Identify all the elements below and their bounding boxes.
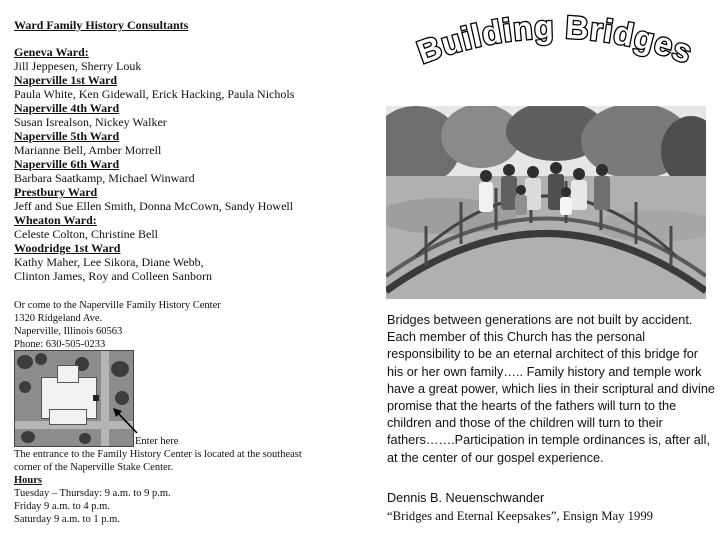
ward-people-naperville-4th: Susan Isrealson, Nickey Walker	[14, 115, 167, 129]
ward-name-wheaton: Wheaton Ward:	[14, 213, 97, 227]
page-title	[380, 0, 728, 100]
arrow-icon	[110, 405, 140, 435]
family-bridge-photo	[386, 106, 706, 299]
title-text: Building Bridges	[412, 8, 698, 71]
map-label: Enter here	[135, 436, 179, 447]
quote-source: “Bridges and Eternal Keepsakes”, Ensign May 1999	[387, 509, 654, 523]
hours-label: Hours	[14, 475, 43, 486]
entrance-and-hours	[14, 448, 344, 526]
fhc-phone: Phone: 630-505-0233	[14, 339, 106, 350]
ward-people-woodridge-1st-line1: Kathy Maher, Lee Sikora, Diane Webb,	[14, 255, 204, 269]
consultants-section	[14, 18, 354, 283]
fhc-intro: Or come to the Naperville Family History Center	[14, 300, 221, 311]
ward-name-geneva: Geneva Ward:	[14, 45, 89, 59]
hours-tue-thu: Tuesday – Thursday: 9 a.m. to 9 p.m.	[14, 488, 171, 499]
ward-name-naperville-4th: Naperville 4th Ward	[14, 101, 120, 115]
ward-people-naperville-5th: Marianne Bell, Amber Morrell	[14, 143, 162, 157]
ward-people-wheaton: Celeste Colton, Christine Bell	[14, 227, 158, 241]
ward-people-naperville-6th: Barbara Saatkamp, Michael Winward	[14, 171, 195, 185]
ward-people-woodridge-1st-line2: Clinton James, Roy and Colleen Sanborn	[14, 269, 212, 283]
ward-people-naperville-1st: Paula White, Ken Gidewall, Erick Hacking, Paula Nichols	[14, 87, 295, 101]
ward-name-naperville-1st: Naperville 1st Ward	[14, 73, 118, 87]
ward-name-naperville-5th: Naperville 5th Ward	[14, 129, 120, 143]
entrance-marker	[93, 395, 99, 401]
quote-text: Bridges between generations are not built by accident. Each member of this Church has the personal responsibility to be an eternal architect of this bridge for his or her own family….. Family history and temple work have a great power, which lies in their scriptural and divine promise that the hearts of the fathers will turn to the children and those of the children will turn to their fathers…….Participation in temple ordinances is, after all, at the center of our gospel experience.	[387, 313, 715, 465]
quote-author: Dennis B. Neuenschwander	[387, 491, 545, 505]
entrance-line-1: The entrance to the Family History Center is located at the southeast	[14, 449, 302, 460]
fhc-street: 1320 Ridgeland Ave.	[14, 313, 103, 324]
ward-name-prestbury: Prestbury Ward	[14, 185, 98, 199]
hours-friday: Friday 9 a.m. to 4 p.m.	[14, 501, 110, 512]
hours-saturday: Saturday 9 a.m. to 1 p.m.	[14, 514, 120, 525]
family-history-center-address	[14, 299, 344, 351]
consultants-heading: Ward Family History Consultants	[14, 18, 189, 32]
ward-people-prestbury: Jeff and Sue Ellen Smith, Donna McCown, Sandy Howell	[14, 199, 294, 213]
ward-name-woodridge-1st: Woodridge 1st Ward	[14, 241, 121, 255]
fhc-city: Naperville, Illinois 60563	[14, 326, 123, 337]
entrance-line-2: corner of the Naperville Stake Center.	[14, 462, 174, 473]
ward-people-geneva: Jill Jeppesen, Sherry Louk	[14, 59, 142, 73]
ward-name-naperville-6th: Naperville 6th Ward	[14, 157, 120, 171]
